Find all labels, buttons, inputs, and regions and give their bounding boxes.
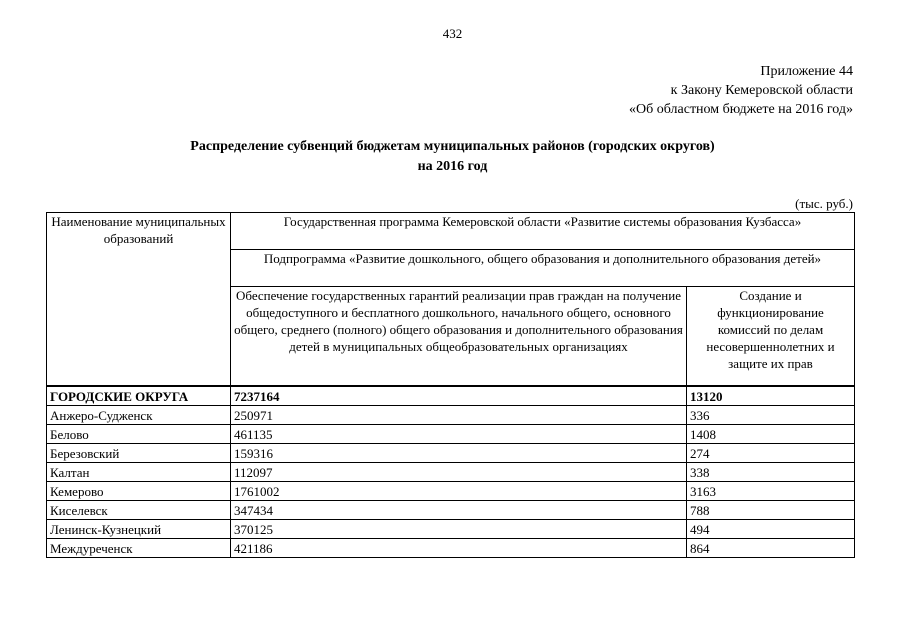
- appendix-block: [629, 62, 853, 119]
- municipality-name: Калтан: [47, 463, 231, 482]
- guarantees-value: 1761002: [231, 482, 687, 501]
- header-municipality: Наименование муниципальных образований: [47, 213, 231, 387]
- table-row: [47, 406, 855, 425]
- guarantees-value: 112097: [231, 463, 687, 482]
- guarantees-value: 347434: [231, 501, 687, 520]
- municipality-name: Белово: [47, 425, 231, 444]
- table-row: [47, 501, 855, 520]
- municipality-name: Ленинск-Кузнецкий: [47, 520, 231, 539]
- guarantees-value: 159316: [231, 444, 687, 463]
- municipality-name: Междуреченск: [47, 539, 231, 558]
- commissions-value: 338: [687, 463, 855, 482]
- header-program: Государственная программа Кемеровской области «Развитие системы образования Кузбасса»: [231, 213, 855, 250]
- document-title: [0, 137, 905, 177]
- total-row: [47, 386, 855, 406]
- municipality-name: Киселевск: [47, 501, 231, 520]
- header-subprogram: Подпрограмма «Развитие дошкольного, общего образования и дополнительного образования детей»: [231, 250, 855, 287]
- appendix-line-1: Приложение 44: [760, 64, 853, 79]
- table-row: [47, 482, 855, 501]
- commissions-value: 494: [687, 520, 855, 539]
- document-title-line-2: на 2016 год: [417, 159, 488, 174]
- header-commissions-column: Создание и функционирование комиссий по делам несовершеннолетних и защите их прав: [687, 287, 855, 387]
- table-row: [47, 425, 855, 444]
- header-guarantees-column: Обеспечение государственных гарантий реализации прав граждан на получение общедоступного и бесплатного дошкольного, начального общего, основного общего, среднего (полного) общего образования и дополнительного образования детей в муниципальных общеобразовательных организациях: [231, 287, 687, 387]
- appendix-line-2: к Закону Кемеровской области: [670, 83, 853, 98]
- guarantees-value: 250971: [231, 406, 687, 425]
- total-commissions-value: 13120: [687, 386, 855, 406]
- table-row: [47, 444, 855, 463]
- guarantees-value: 421186: [231, 539, 687, 558]
- total-name: ГОРОДСКИЕ ОКРУГА: [47, 386, 231, 406]
- subventions-table: [46, 212, 855, 558]
- commissions-value: 1408: [687, 425, 855, 444]
- document-title-line-1: Распределение субвенций бюджетам муниципальных районов (городских округов): [190, 139, 715, 154]
- units-label: (тыс. руб.): [795, 196, 853, 211]
- commissions-value: 274: [687, 444, 855, 463]
- appendix-line-3: «Об областном бюджете на 2016 год»: [629, 102, 853, 117]
- page-number: 432: [442, 26, 463, 41]
- commissions-value: 3163: [687, 482, 855, 501]
- table-row: [47, 520, 855, 539]
- municipality-name: Кемерово: [47, 482, 231, 501]
- municipality-name: Анжеро-Судженск: [47, 406, 231, 425]
- commissions-value: 788: [687, 501, 855, 520]
- guarantees-value: 461135: [231, 425, 687, 444]
- total-guarantees-value: 7237164: [231, 386, 687, 406]
- commissions-value: 864: [687, 539, 855, 558]
- municipality-name: Березовский: [47, 444, 231, 463]
- table-row: [47, 539, 855, 558]
- table-row: [47, 463, 855, 482]
- commissions-value: 336: [687, 406, 855, 425]
- guarantees-value: 370125: [231, 520, 687, 539]
